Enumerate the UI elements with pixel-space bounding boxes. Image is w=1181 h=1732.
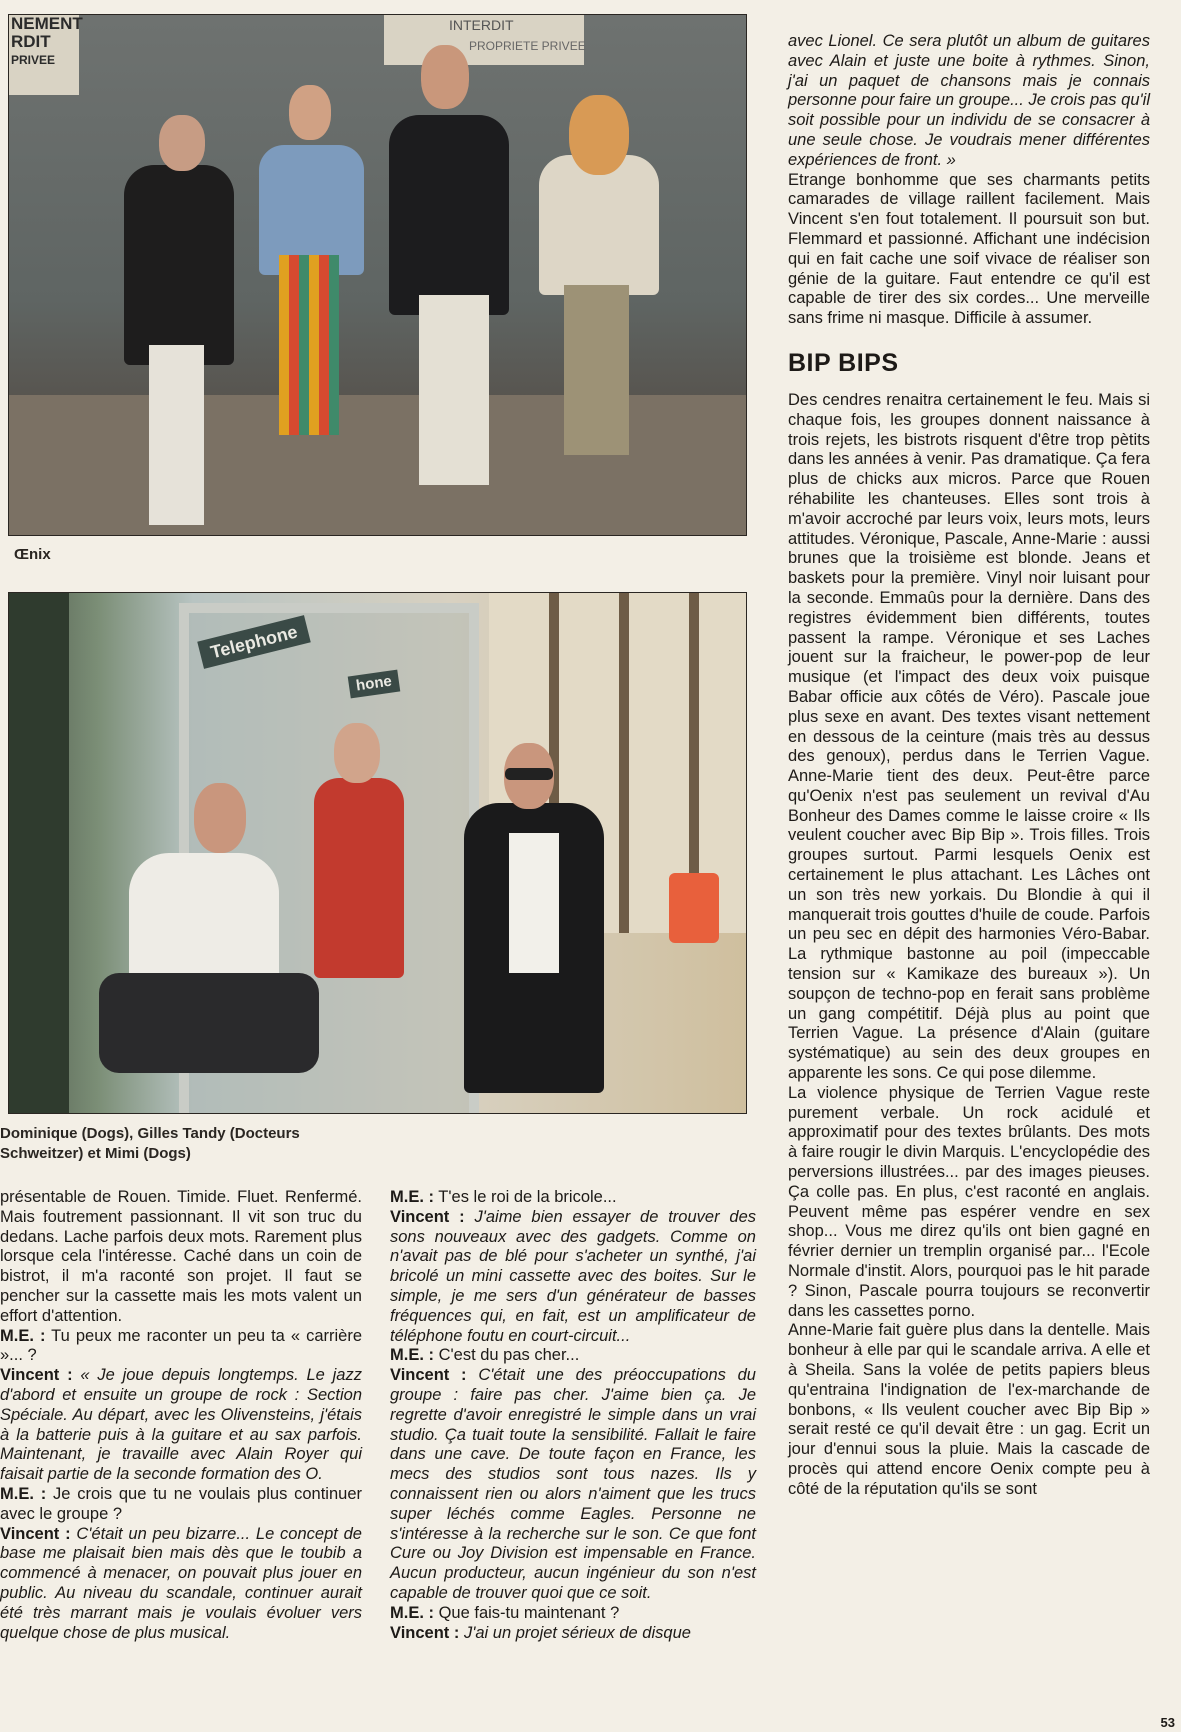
speaker-label: M.E. : <box>390 1603 434 1622</box>
interview-answer <box>0 1366 362 1485</box>
interview-answer <box>0 1525 362 1644</box>
article-paragraph: présentable de Rouen. Timide. Fluet. Renfermé. Mais foutrement passionnant. Il vit son truc du dedans. Lache parfois deux mots. Rarement plus lorsque cela l'intéresse. Caché dans un coin de bistrot, il m'a raconté son projet. Il faut se pencher sur la cassette mais les mots valent un effort d'attention. <box>0 1188 362 1325</box>
speaker-label: M.E. : <box>390 1188 434 1206</box>
speech-text: T'es le roi de la bricole... <box>434 1188 617 1206</box>
person-face <box>421 45 469 109</box>
person-trousers <box>564 285 629 455</box>
speech-text: Je crois que tu ne voulais plus continuer avec le groupe ? <box>0 1484 363 1523</box>
sign-line: RDIT <box>11 32 51 51</box>
pavement <box>9 395 746 535</box>
person-striped-trousers <box>279 255 339 435</box>
band-photo-oenix <box>8 14 747 536</box>
interview-question <box>390 1346 756 1366</box>
speaker-label: Vincent : <box>390 1366 467 1385</box>
interview-question <box>390 1188 756 1208</box>
sign-line: PRIVEE <box>11 53 56 67</box>
article-column-3 <box>788 32 1150 1500</box>
person-dark-trousers <box>99 973 319 1073</box>
page-number: 53 <box>1160 1715 1175 1730</box>
speaker-label: Vincent : <box>0 1524 71 1543</box>
article-column-2 <box>390 1188 756 1643</box>
telephone-sign: Telephone <box>197 615 311 669</box>
interview-question <box>0 1485 362 1525</box>
person-jacket <box>124 165 234 365</box>
speaker-label: M.E. : <box>390 1346 434 1365</box>
person-trousers <box>419 295 489 485</box>
person-red-shirt <box>314 778 404 978</box>
section-heading: BIP BIPS <box>788 348 899 377</box>
telephone-sign-2: hone <box>348 670 401 699</box>
article-paragraph: Etrange bonhomme que ses charmants petits camarades de village raillent facilement. Mais Vincent s'en fout totalement. Il poursuit son but. Flemmard et passionné. Affichant une indécision qui en fait cache une soif vivace de réaliser son génie de la guitare. Faut entendre ce qu'il est capable de tirer des six cordes... Une merveille sans frime ni masque. Difficile à assumer. <box>788 170 1150 328</box>
person-white-tshirt <box>129 853 279 983</box>
wall-sign-text <box>11 15 83 69</box>
person-jacket <box>389 115 509 315</box>
interview-answer <box>390 1208 756 1347</box>
interview-conclusion: avec Lionel. Ce sera plutôt un album de guitares avec Alain et juste une boite à rythmes. Sinon, j'ai un paquet de chansons mais je connais personne pour faire un groupe... Je crois pas qu'il soit possible pour un individu de se consacrer à une seule chose. Je voudrais mener différentes expériences de front. » <box>788 32 1150 169</box>
interview-question <box>0 1327 362 1367</box>
article-paragraph: La violence physique de Terrien Vague reste purement verbale. Un rock acidulé et approximatif pour des textes brûlants. Des mots à faire rougir le divin Marquis. L'encyclopédie des perversions illustrées... par des images pieuses. Ça colle pas. En plus, c'est raconté en anglais. Peuvent même pas espérer vendre en sex shop... Vous me direz qu'ils ont bien gagné en février dernier un tremplin organisé par... l'Ecole Normale d'instit. Alors, pourquoi pas le hit parade ? Sinon, Pascale pourra toujours se reconvertir dans les cassettes porno. <box>788 1083 1150 1320</box>
interview-question <box>390 1604 756 1624</box>
speech-text: J'aime bien essayer de trouver des sons nouveaux avec des gadgets. Comme on n'avait pas de blé pour s'acheter un synthé, j'ai bricolé un mini cassette avec des boites. Sur le simple, je me sers d'un générateur de basses fréquences qui, en fait, est un amplificateur de téléphone foutu en court-circuit... <box>390 1207 756 1345</box>
person-face <box>289 85 331 140</box>
interview-answer <box>390 1366 756 1604</box>
cafe-chair <box>669 873 719 943</box>
speech-text: « Je joue depuis longtemps. Le jazz d'abord et ensuite un groupe de rock : Section Spéciale. Au départ, avec les Olivensteins, j'étais à la batterie puis à la guitare et au sax parfois. Maintenant, je travaille avec Alain Royer qui faisait partie de la seconde formation des O. <box>0 1366 362 1484</box>
speaker-label: Vincent : <box>390 1207 465 1226</box>
article-paragraph: Anne-Marie fait guère plus dans la dentelle. Mais bonheur à elle par qui le scandale arriva. A elle et à Sheila. Sans la volée de petits papiers bleus qu'entraina l'indignation de l'ex-marchande de bonbons, « Ils veulent coucher avec Bip Bip » serait resté ce qu'il devait être : un gag. Ecrit un jour d'ennui sous la pluie. Mais la cascade de procès qui attend encore Oenix compte peu à côté de la réputation qu'ils se sont <box>788 1321 1150 1498</box>
article-paragraph: Des cendres renaitra certainement le feu. Mais si chaque fois, les groupes donnent naissance à trois rejets, les bistrots risquent d'être trop pètits dans les années à venir. Pas dramatique. Ça fera plus de chicks aux micros. Parce que Rouen réhabilite les chanteuses. Elles sont trois à m'avoir accroché par leurs voix, leurs mots, leurs attitudes. Véronique, Pascale, Anne-Marie : aussi brunes que la troisième est blonde. Jeans et baskets pour la première. Vinyl noir luisant pour la seconde. Emmaûs pour la dernière. Dans des registres évidemment bien différents, toutes passent la rampe. Véronique et ses Laches jouent sur la fraicheur, le power-pop de leur musique (et l'impact des deux voix puisque Babar officie aux côtés de Véro). Pascale joue plus sexe en avant. Des textes visant nettement en dessous de la ceinture (mais très au dessus des genoux), perdus dans le Terrien Vague. Anne-Marie tient des deux. Peut-être parce qu'Oenix n'est pas seulement un revival d'Au Bonheur des Dames comme le laisse croire « Ils veulent coucher avec Bip Bip ». Trois filles. Trois groupes surtout. Parmi lesquels Oenix est certainement le plus attachant. Les Lâches ont un son très new yorkais. Du Blondie à qui il manquerait trois gouttes d'huile de coude. Parfois un peu sec en dépit des harmonies Véro-Babar. La rythmique bastonne au poil (impeccable tension sur « Kamikaze des bureaux »). Un soupçon de techno-pop en ferait sans problème un gang compétitif. Déjà plus au point que Terrien Vague. La présence d'Alain (guitare systématique) au sein des deux groupes en apparente les sons. Ce qui pose dilemme. <box>788 390 1150 1083</box>
left-shadow <box>9 593 69 1113</box>
speaker-label: M.E. : <box>0 1326 46 1345</box>
person-white-tshirt <box>509 833 559 973</box>
person-face <box>194 783 246 853</box>
speech-text: C'était une des préoccupations du groupe : faire pas cher. J'aime bien ça. Je regrette d'avoir enregistré le simple dans un vrai studio. Ça tuait toute la sensibilité. Fallait le faire dans une cave. De toute façon en France, les mecs des studios sont tous nazes. Ils y connaissent rien ou alors n'aiment que les trucs super léchés comme Eagles. Personne ne s'intéresse à la recherche sur le son. Ce que font Cure ou Joy Division est impensable en France. Aucun producteur, aucun ingénieur du son n'est capable de trouver quoi que ce soit. <box>390 1366 756 1602</box>
speaker-label: Vincent : <box>0 1366 73 1385</box>
person-face <box>334 723 380 783</box>
person-trousers <box>149 345 204 525</box>
sign-line: PROPRIETE PRIVEE <box>469 39 586 53</box>
speech-text: C'est du pas cher... <box>434 1346 580 1365</box>
photo-caption-oenix: Œnix <box>14 546 51 563</box>
article-column-1 <box>0 1188 362 1643</box>
speech-text: Tu peux me raconter un peu ta « carrière »... ? <box>0 1326 363 1365</box>
sign-line: INTERDIT <box>449 17 514 33</box>
person-hair <box>569 95 629 175</box>
sunglasses <box>505 768 553 780</box>
speech-text: J'ai un projet sérieux de disque <box>459 1623 691 1642</box>
band-photo-dogs <box>8 592 747 1114</box>
photo-caption-dogs: Dominique (Dogs), Gilles Tandy (Docteurs Schweitzer) et Mimi (Dogs) <box>0 1125 300 1162</box>
interview-answer <box>390 1624 756 1644</box>
speaker-label: Vincent : <box>390 1623 460 1642</box>
speech-text: Que fais-tu maintenant ? <box>434 1603 620 1622</box>
speaker-label: M.E. : <box>0 1484 47 1503</box>
sign-line: NEMENT <box>11 14 83 33</box>
person-white-jacket <box>539 155 659 295</box>
person-face <box>159 115 205 171</box>
speech-text: C'était un peu bizarre... Le concept de base me plaisait bien mais dès que le toubib a commencé à menacer, on pouvait plus jouer en public. Au niveau du scandale, continuer aurait été très marrant mais je voulais évoluer vers quelque chose de plus musical. <box>0 1524 362 1642</box>
